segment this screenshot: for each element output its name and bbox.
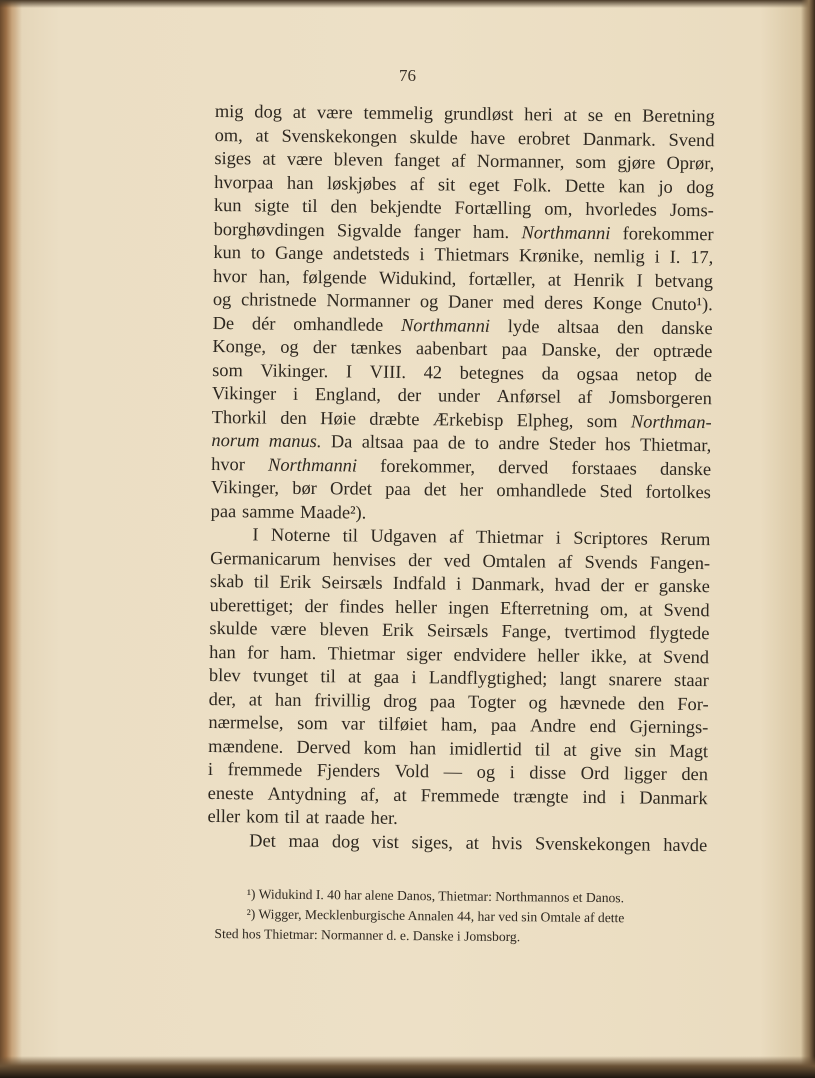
word: ham, [440,714,478,735]
word: kan [618,175,646,197]
word: fortolkes [645,481,712,503]
word: og [280,336,299,357]
word: det [423,479,447,500]
word: Høie [320,407,357,428]
word: Omtalen [482,550,546,571]
word: af, [360,784,380,805]
word: For- [677,693,709,714]
word: og [212,288,232,310]
word: paa [210,500,237,521]
word: tilføiet [378,713,428,735]
word: betegnes [459,362,525,383]
word: Scriptores [573,527,648,549]
word: Oprør, [666,152,715,174]
word: derved [498,456,549,478]
word: Thietmar, [639,434,712,456]
word: jo [658,176,673,197]
word: erobret [517,127,571,149]
word: forekommer [622,222,714,244]
word: ingen [448,596,490,618]
word: at [638,645,652,667]
word: under [437,385,480,406]
word: som [575,151,607,173]
word: imidlertid [449,737,522,759]
word: staar [674,669,709,691]
word: hvorledes [585,198,657,220]
word: hos [604,434,631,455]
word: Maade²). [299,501,367,523]
word: Vikinger. [260,359,329,381]
word: Togter [468,691,516,712]
word: Det [249,829,276,851]
word: Seirsæls [321,572,383,593]
word: i [419,244,425,265]
word: ham. [279,642,317,663]
word: til [320,666,336,687]
word: den [330,196,358,217]
word: af [557,551,573,572]
word: dog [254,101,283,122]
word: at [639,598,653,620]
footnotes [214,884,715,949]
word: at [547,268,562,290]
word: i [207,758,214,780]
word: Vikinger [211,382,277,404]
word: Widukind, [378,267,457,289]
text-line [207,828,707,857]
word: I [636,269,643,290]
word: paa [385,478,411,500]
word: mændene. [208,735,284,757]
word: dér [251,312,276,334]
word: fanget [394,149,441,171]
word: Landflygtighed; [428,667,548,689]
word: med [502,292,535,313]
word: Svends [584,551,638,572]
word: norum [211,429,260,451]
word: optræde [653,340,713,362]
word: skulde [409,126,458,148]
word: altsaa [361,431,404,452]
word: give [589,739,622,760]
word: Jomsborgeren [608,387,712,409]
word: der [408,549,432,570]
word: Folk. [513,174,552,196]
word: frivillig [314,689,371,711]
word: raade [324,807,365,828]
word: ham. [472,221,510,242]
word: eller [207,805,241,827]
word: om, [214,124,243,145]
word: Ærkebisp [432,408,504,430]
footnote-1: ¹) Widukind I. 40 har alene Danos, Thietmar: Northmannos et Danos. [246,886,625,906]
word: I [345,360,353,381]
word: Indfald [392,572,447,594]
word: af [577,386,593,407]
word: der [615,340,640,361]
word: i [555,527,561,548]
word: VIII. [369,361,407,382]
word: forekommer, [380,455,476,477]
word: være [286,148,323,170]
word: have [470,127,506,148]
word: henvises [332,548,397,570]
word: Rerum [660,528,711,550]
word: Svend [662,646,710,667]
word: I. [669,246,681,267]
word: siges, [411,831,454,853]
word: tænkes [350,337,402,358]
word: han [209,641,236,662]
word: nærmelse, [208,711,284,733]
word: gjøre [617,152,656,173]
word: heller [395,596,438,617]
word: Normanner, [476,150,565,172]
right-page-edge [801,0,815,1078]
word: en [613,105,632,126]
word: heri [524,104,553,125]
bottom-page-edge [0,1056,815,1078]
book-spine-shadow [0,0,22,1078]
word: eneste [207,782,254,803]
word: Sigvalde [336,219,402,241]
word: han [286,172,314,193]
word: Thietmar [475,526,544,548]
word: kom [245,806,279,827]
word: at [305,806,320,828]
word: hvorpaa [214,171,274,193]
word: Svenskekongen [281,125,398,147]
word: Svend [668,129,715,150]
word: sigte [254,195,290,216]
word: Elpheg, [516,409,574,431]
word: og [476,761,496,782]
word: Danmark [639,786,708,808]
word: christnede [240,289,317,311]
word: ganske [658,575,711,597]
word: de [447,432,466,453]
word: i [509,762,515,783]
word: Northmanni [521,221,611,243]
word: 42 [423,361,443,382]
word: Gjernings- [629,716,709,738]
word: der [397,384,422,406]
word: til [302,195,318,217]
word: ogsaa [576,363,619,384]
word: de [694,364,713,385]
word: uberettiget; [209,594,294,616]
word: i [411,667,417,688]
word: lyde [507,315,540,336]
word: som [297,712,328,734]
word: da [541,362,560,384]
word: to [474,432,490,453]
word: Dette [564,175,605,196]
word: om, [544,198,573,219]
word: at [465,832,480,853]
word: der [304,595,329,616]
word: ind [582,786,607,807]
word: der [312,337,337,358]
word: her [459,479,484,500]
word: den [280,407,307,428]
word: Noterne [270,524,331,546]
word: Konge [592,292,642,314]
word: for [247,641,269,663]
word: Fremmede [420,784,500,806]
word: paa [490,714,517,736]
word: danske [659,458,712,479]
word: kun [213,241,242,263]
word: paa [429,690,456,712]
word: være [270,618,307,639]
word: deres [544,292,584,313]
word: fortæller, [468,268,536,289]
word: eget [468,174,500,195]
word: danske [661,317,713,338]
word: der, [208,688,237,709]
word: omhandlede [293,313,384,335]
word: af [409,173,425,194]
word: andetsteds [332,243,410,265]
word: af [451,150,466,171]
word: se [587,104,604,126]
word: i [619,786,626,807]
word: Antydning [267,783,347,804]
word: til [284,806,301,827]
word: England, [314,384,381,405]
body-text [207,100,715,857]
word: i [456,573,462,594]
word: til [342,525,359,546]
word: hvor [211,453,246,474]
word: sin [634,739,657,761]
word: Northmanni [268,454,358,476]
word: sit [437,173,456,195]
word: følgende [302,266,367,288]
word: tvertimod [564,621,637,643]
word: endvidere [453,644,527,665]
word: Fange, [501,621,552,642]
word: Gange [274,242,324,264]
word: paa [501,339,528,360]
word: hævnede [559,692,626,713]
word: hvor [213,265,247,286]
word: Thietmars [434,244,510,266]
word: Svend [663,599,710,620]
word: Henrik [573,269,625,290]
word: dog [331,830,360,852]
word: ikke, [590,645,628,666]
word: at [563,104,578,125]
word: blev [208,664,241,686]
word: andre [498,432,540,454]
word: hvis [491,832,523,853]
word: netop [636,363,678,385]
word: altsaa [557,316,600,337]
word: manus. [268,430,322,452]
word: snarere [608,669,662,690]
word: tvunget [252,665,309,687]
top-page-edge [0,0,815,8]
word: Svenskekongen [534,832,651,855]
word: Thietmar [327,642,396,664]
word: skulde [209,617,258,639]
word: Steder [548,433,596,455]
word: Seirsæls [426,620,489,641]
word: Magt [669,740,709,761]
word: betvang [654,270,714,291]
word: fremmede [227,759,303,780]
word: kun [213,194,242,216]
word: hvad [554,574,591,595]
word: at [292,101,307,122]
word: Sted [599,481,633,502]
word: han [409,737,437,758]
word: til [534,738,551,760]
word: Fortælling [454,197,532,219]
word: var [341,713,365,734]
word: Erik [381,619,414,641]
word: dog [686,176,715,197]
word: Danmark, [471,573,545,595]
word: Vold [394,760,430,782]
word: temmelig [363,102,434,124]
word: to [250,242,266,263]
word: nemlig [593,245,645,267]
word: bør [292,477,317,499]
word: og [528,691,548,713]
word: Beretning [642,105,715,127]
word: Fjenders [316,760,381,781]
word: trængte [513,785,569,807]
word: forstaaes [571,457,637,478]
word: Da [330,431,353,452]
word: fanger [413,220,461,242]
word: Erik [279,571,312,593]
word: Danske, [541,339,602,361]
word: I [252,524,259,545]
word: til [253,571,270,592]
word: vist [372,831,399,852]
word: dræbte [369,408,420,429]
word: Anførsel [496,385,562,407]
word: Normanner [326,290,411,312]
word: i [654,246,660,267]
word: siges [214,147,252,169]
word: her. [370,807,398,828]
word: at [262,148,276,169]
word: Joms- [669,199,714,221]
word: langt [559,668,597,690]
word: at [248,688,263,710]
word: at [255,124,269,146]
word: Fangen- [649,552,711,573]
word: den [637,692,665,714]
word: Thorkil [211,406,267,428]
word: at [563,739,577,760]
word: Northman- [630,410,712,432]
word: findes [339,595,385,617]
word: Vikinger, [210,476,280,498]
word: skab [209,570,244,592]
word: drog [383,690,418,711]
word: Krønike, [518,245,584,266]
word: Danmark. [582,128,656,150]
word: paa [412,432,439,453]
page-number: 76 [399,66,416,85]
word: heller [537,644,580,666]
word: bleven [333,149,384,170]
word: siger [406,643,443,664]
word: samme [242,500,295,522]
word: — [443,761,463,782]
word: Germanicarum [210,547,321,569]
word: som [586,410,618,431]
word: Ordet [329,478,373,499]
word: Andre [529,715,577,736]
word: Cnuto¹). [651,293,713,315]
word: være [316,102,353,123]
footnote-2: ²) Wigger, Mecklenburgische Annalen 44, har ved sin Omtale af dette [246,906,625,926]
word: disse [529,762,567,783]
word: borghøvdingen [213,218,325,240]
word: end [589,715,617,737]
word: gaa [373,666,400,687]
word: han, [258,265,291,287]
word: 17, [690,246,714,268]
word: og [419,291,439,312]
word: Daner [447,291,494,312]
word: aabenbart [415,338,488,359]
word: bekjendte [370,196,442,218]
word: at [393,784,407,805]
word: Derved [296,736,351,757]
word: De [212,312,235,333]
word: Ord [580,762,610,784]
word: Udgaven [370,525,437,547]
word: flygtede [649,622,710,644]
word: der [600,575,625,596]
word: bleven [319,619,369,640]
word: Efterretning [499,597,590,619]
word: at [347,666,362,687]
word: i [292,383,299,404]
word: om, [599,598,629,619]
word: som [212,359,243,380]
word: havde [663,834,708,855]
word: mig [214,100,244,122]
word: Northmanni [400,314,491,336]
word: den [681,763,709,785]
word: den [616,316,644,338]
word: ved [443,549,471,571]
word: kom [363,737,397,758]
word: han [274,689,302,710]
word: af [449,526,464,547]
word: er [634,575,649,596]
word: grundløst [443,103,514,125]
word: Konge, [212,335,267,357]
word: omhandlede [496,479,587,501]
word: ligger [623,763,667,784]
word: maa [288,830,320,851]
footnote-2-continuation: Sted hos Thietmar: Normanner d. e. Danske i Jomsborg. [214,925,521,945]
word: løskjøbes [326,172,397,194]
